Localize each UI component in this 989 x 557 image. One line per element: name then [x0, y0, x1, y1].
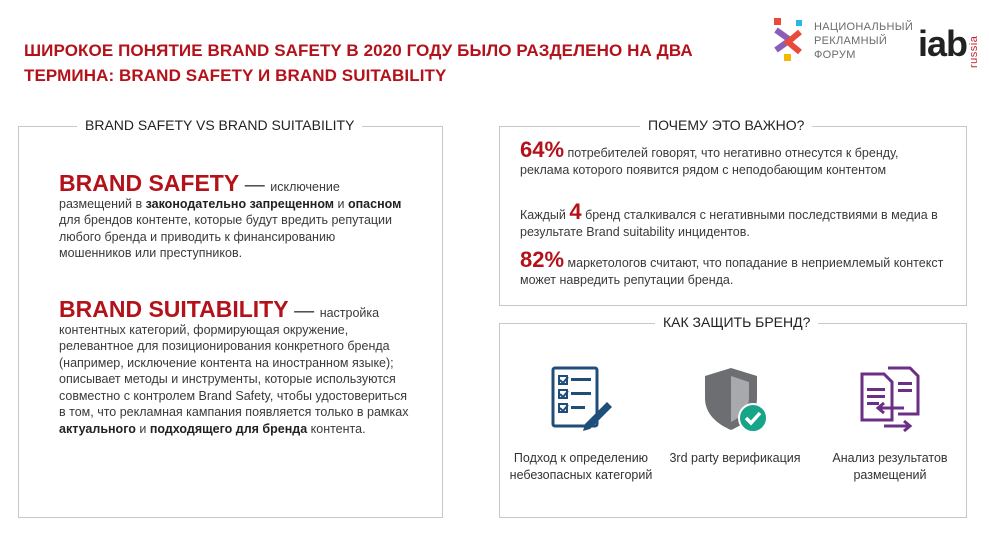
checklist-icon [545, 364, 617, 436]
iab-logo-word: iab [918, 23, 968, 64]
protect-panel-title: КАК ЗАЩИТЬ БРЕНД? [655, 314, 818, 330]
stat-consumers-number: 64% [520, 137, 565, 162]
nrf-logo-line-1: НАЦИОНАЛЬНЫЙ [814, 21, 914, 33]
stat-brands-prefix: Каждый [520, 208, 570, 222]
nrf-logo-text [814, 20, 913, 62]
brand-safety-text-2: и [334, 196, 348, 211]
why-important-panel [499, 117, 967, 306]
stat-brands-text: бренд сталкивался с негативными последствиями в медиа в результате Brand suitability инцидентов. [520, 208, 938, 239]
brand-safety-text-3: для брендов контенте, которые будут вредить репутации любого бренда и приводить к финансированию мошенников или преступников. [59, 213, 393, 260]
method-unsafe-categories [506, 364, 656, 484]
brand-safety-bold-1: законодательно запрещенном [145, 196, 335, 211]
brand-safety-vs-suitability-panel [18, 117, 443, 518]
left-panel-title: BRAND SAFETY VS BRAND SUITABILITY [77, 117, 362, 133]
how-to-protect-panel [499, 314, 967, 518]
method-results-analysis [815, 364, 965, 484]
stat-marketers-text: маркетологов считают, что попадание в неприемлемый контекст может навредить репутации бренда. [520, 256, 944, 287]
brand-safety-heading: BRAND SAFETY [59, 170, 240, 196]
page-title [24, 38, 744, 88]
brand-suitability-text-1: настройка контентных категорий, формирующая окружение, релевантное для позиционирования конкретного бренда (например, исключение контента на иностранном языке); описывает методы и инструменты, которые используются совместно с контролем Brand Safety, чтобы удостовериться в том, что рекламная кампания появляется только в рамках [59, 306, 409, 419]
brand-suitability-bold-2: подходящего для бренда [149, 421, 308, 436]
iab-logo-suffix: russia [968, 35, 980, 68]
stat-brands-number: 4 [569, 199, 582, 224]
why-panel-title: ПОЧЕМУ ЭТО ВАЖНО? [640, 117, 812, 133]
brand-safety-text-1: исключение размещений в [59, 180, 340, 211]
iab-logo [918, 10, 984, 72]
brand-suitability-text-2: и [135, 421, 150, 436]
method-third-party-verification [660, 364, 810, 467]
brand-safety-dash: — [239, 174, 271, 196]
page-title-line-2: ТЕРМИНА: BRAND SAFETY И BRAND SUITABILITY [24, 66, 447, 85]
stat-brands [520, 199, 950, 241]
nrf-logo-line-3: ФОРУМ [814, 49, 856, 61]
method-unsafe-categories-label: Подход к определению небезопасных категорий [509, 451, 653, 482]
shield-check-icon [699, 364, 771, 436]
method-results-analysis-label: Анализ результатов размещений [832, 451, 948, 482]
documents-compare-icon [854, 364, 926, 436]
brand-safety-bold-2: опасном [347, 196, 402, 211]
nrf-logo-mark-icon [772, 16, 808, 64]
stat-marketers-number: 82% [520, 247, 565, 272]
method-third-party-verification-label: 3rd party верификация [669, 451, 801, 465]
brand-suitability-bold-1: актуального [59, 421, 136, 436]
brand-suitability-definition [59, 296, 417, 437]
page-title-line-1: ШИРОКОЕ ПОНЯТИЕ BRAND SAFETY В 2020 ГОДУ БЫЛО РАЗДЕЛЕНО НА ДВА [24, 41, 693, 60]
stat-marketers [520, 247, 950, 289]
stat-consumers-text: потребителей говорят, что негативно отнесутся к бренду, реклама которого появится рядом с неподобающим контентом [520, 146, 899, 177]
brand-suitability-dash: — [288, 300, 320, 322]
brand-safety-definition [59, 170, 409, 262]
brand-suitability-heading: BRAND SUITABILITY [59, 296, 289, 322]
nrf-logo-line-2: РЕКЛАМНЫЙ [814, 35, 888, 47]
nrf-logo [772, 16, 914, 64]
stat-consumers [520, 137, 950, 179]
brand-suitability-text-3: контента. [307, 421, 366, 436]
